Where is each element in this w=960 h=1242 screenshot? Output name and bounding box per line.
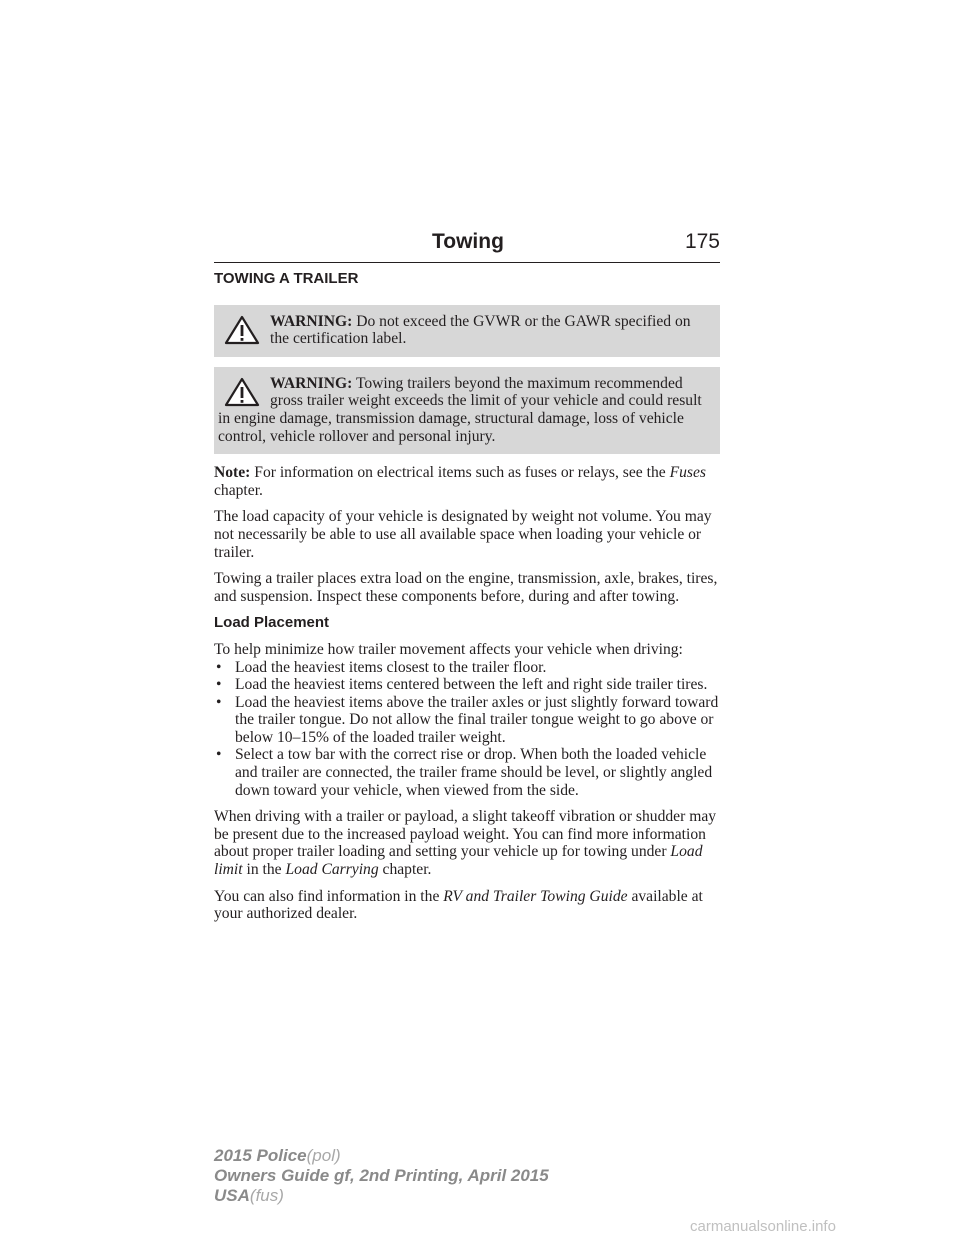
footer-line-3 (214, 1186, 549, 1206)
bullet-mark: • (216, 746, 222, 764)
bullet-mark: • (216, 658, 222, 676)
towing-guide-ref: RV and Trailer Towing Guide (443, 887, 628, 905)
warning-text: Do not exceed the GVWR or the GAWR specified on the certification label. (270, 312, 691, 348)
load-placement-intro: To help minimize how trailer movement affects your vehicle when driving: (214, 640, 683, 658)
list-item (214, 746, 720, 799)
note-paragraph (214, 464, 720, 499)
payload-text-before: When driving with a trailer or payload, a slight takeoff vibration or shudder may be present due to the increased payload weight. You can find more information about proper trailer loading and setting your vehicle up for towing under (214, 808, 717, 861)
payload-text-after: chapter. (378, 861, 432, 879)
page-number: 175 (684, 230, 720, 253)
warning-triangle-icon (224, 377, 260, 407)
page-header (214, 226, 720, 263)
load-limit-ref: Load limit (214, 843, 703, 879)
list-item (214, 659, 720, 677)
watermark: carmanualsonline.info (690, 1218, 836, 1235)
note-label: Note: (214, 464, 251, 482)
subsection-title: Load Placement (214, 614, 330, 632)
body-paragraph: Towing a trailer places extra load on the engine, transmission, axle, brakes, tires, and suspension. Inspect these components before, during and after towing. (214, 570, 718, 605)
chapter-title: Towing (432, 230, 504, 253)
footer-market-code: (fus) (249, 1186, 284, 1205)
note-text-after: chapter. (214, 481, 263, 499)
warning-triangle-icon (224, 315, 260, 345)
warning-text: Towing trailers beyond the maximum recommended gross trailer weight exceeds the limit of your vehicle and could result in engine damage, transmission damage, structural damage, loss of vehicle control, vehicle rollover and personal injury. (218, 374, 702, 445)
list-item-text: Load the heaviest items centered between the left and right side trailer tires. (235, 676, 708, 694)
guide-text-after: available at your authorized dealer. (214, 887, 703, 923)
warning-box-2 (214, 367, 720, 454)
warning-label: WARNING: (270, 374, 353, 392)
bullet-list (214, 659, 720, 800)
note-text-before: For information on electrical items such as fuses or relays, see the (254, 464, 670, 482)
list-item-text: Load the heaviest items above the trailer axles or just slightly forward toward the trailer tongue. Do not allow the final trailer tongue weight to go above or below 10–15% of the loaded trailer weight. (235, 693, 719, 746)
footer-line-2 (214, 1166, 549, 1186)
guide-text-before: You can also find information in the (214, 887, 444, 905)
payload-text-middle: in the (242, 861, 286, 879)
section-title: TOWING A TRAILER (214, 270, 359, 287)
list-item-text: Select a tow bar with the correct rise or drop. When both the loaded vehicle and trailer are connected, the trailer frame should be level, or slightly angled down toward your vehicle, when viewed from the side. (235, 746, 713, 799)
warning-label: WARNING: (270, 312, 353, 330)
footer-model: 2015 Police (214, 1146, 307, 1165)
list-item-text: Load the heaviest items closest to the trailer floor. (235, 658, 547, 676)
footer-printing: Owners Guide gf, 2nd Printing, April 2015 (214, 1166, 549, 1185)
list-item (214, 676, 720, 694)
note-chapter-ref: Fuses (669, 464, 706, 482)
page-content (214, 270, 720, 932)
page-footer (214, 1146, 549, 1206)
bullet-mark: • (216, 693, 222, 711)
footer-market: USA (214, 1186, 250, 1205)
footer-model-code: (pol) (306, 1146, 341, 1165)
guide-paragraph (214, 888, 720, 923)
warning-box-1 (214, 305, 720, 357)
payload-paragraph (214, 808, 720, 878)
body-paragraph: The load capacity of your vehicle is designated by weight not volume. You may not necessarily be able to use all available space when loading your vehicle or trailer. (214, 508, 712, 561)
bullet-mark: • (216, 676, 222, 694)
load-carrying-ref: Load Carrying (285, 861, 379, 879)
footer-line-1 (214, 1146, 549, 1166)
list-item (214, 694, 720, 747)
